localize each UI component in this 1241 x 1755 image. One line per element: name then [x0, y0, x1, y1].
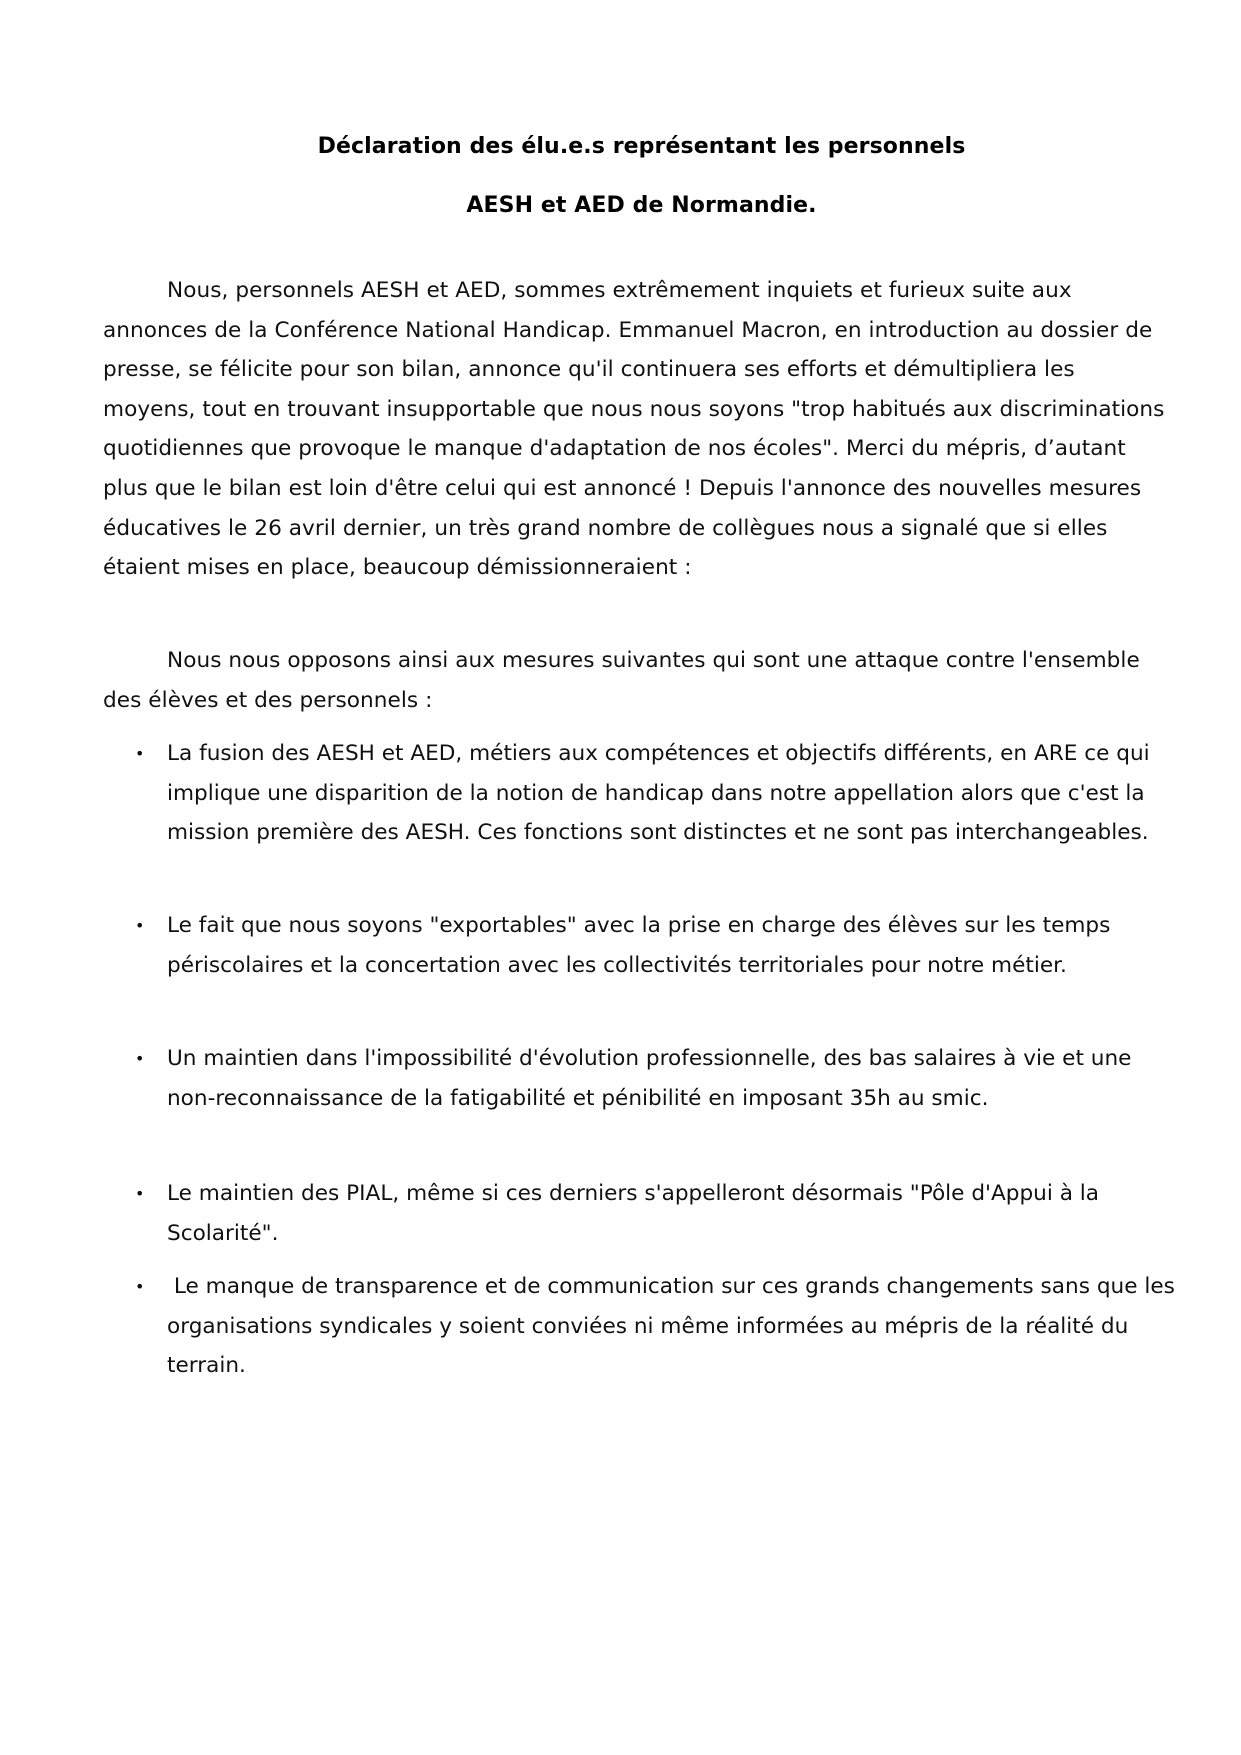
list-item-text: Le manque de transparence et de communication sur ces grands changements sans que les organisations syndicales y soient conviées ni même informées au mépris de la réalité du terrain. — [167, 1274, 1182, 1379]
document-title-line-2: AESH et AED de Normandie. — [466, 193, 817, 218]
bullet-icon: • — [135, 1277, 145, 1296]
bullet-icon: • — [135, 1049, 145, 1068]
list-item-text: La fusion des AESH et AED, métiers aux compétences et objectifs différents, en ARE ce qui implique une disparition de la notion de handicap dans notre appellation alors que c'est la mission première des AESH. Ces fonctions sont distinctes et ne sont pas interchangeables. — [167, 741, 1150, 846]
bullet-icon: • — [135, 1184, 145, 1203]
paragraph-text: Nous nous opposons ainsi aux mesures suivantes qui sont une attaque contre l'ensemble des élèves et des personnels : — [103, 648, 1140, 713]
list-item — [103, 906, 1178, 985]
list-item-text: Le maintien des PIAL, même si ces derniers s'appelleront désormais "Pôle d'Appui à la Scolarité". — [167, 1181, 1100, 1246]
list-item — [103, 1039, 1178, 1118]
paragraph-text: Nous, personnels AESH et AED, sommes extrêmement inquiets et furieux suite aux annonces de la Conférence National Handicap. Emmanuel Macron, en introduction au dossier de presse, se félicite pour son bilan, annonce qu'il continuera ses efforts et démultipliera les moyens, tout en trouvant insupportable que nous nous soyons "trop habitués aux discriminations quotidiennes que provoque le manque d'adaptation de nos écoles". Merci du mépris, d’autant plus que le bilan est loin d'être celui qui est annoncé ! Depuis l'annonce des nouvelles mesures éducatives le 26 avril dernier, un très grand nombre de collègues nous a signalé que si elles étaient mises en place, beaucoup démissionneraient : — [103, 278, 1165, 581]
list-item — [103, 1267, 1182, 1386]
bullet-icon: • — [135, 744, 145, 763]
list-item — [103, 1174, 1178, 1253]
paragraph-opposition — [103, 641, 1173, 720]
list-item-text: Un maintien dans l'impossibilité d'évolution professionnelle, des bas salaires à vie et une non-reconnaissance de la fatigabilité et pénibilité en imposant 35h au smic. — [167, 1046, 1132, 1111]
list-item-text: Le fait que nous soyons "exportables" avec la prise en charge des élèves sur les temps périscolaires et la concertation avec les collectivités territoriales pour notre métier. — [167, 913, 1111, 978]
document-title-line-1: Déclaration des élu.e.s représentant les personnels — [317, 134, 966, 159]
bullet-icon: • — [135, 916, 145, 935]
paragraph-intro — [103, 271, 1173, 588]
list-item — [103, 734, 1178, 853]
